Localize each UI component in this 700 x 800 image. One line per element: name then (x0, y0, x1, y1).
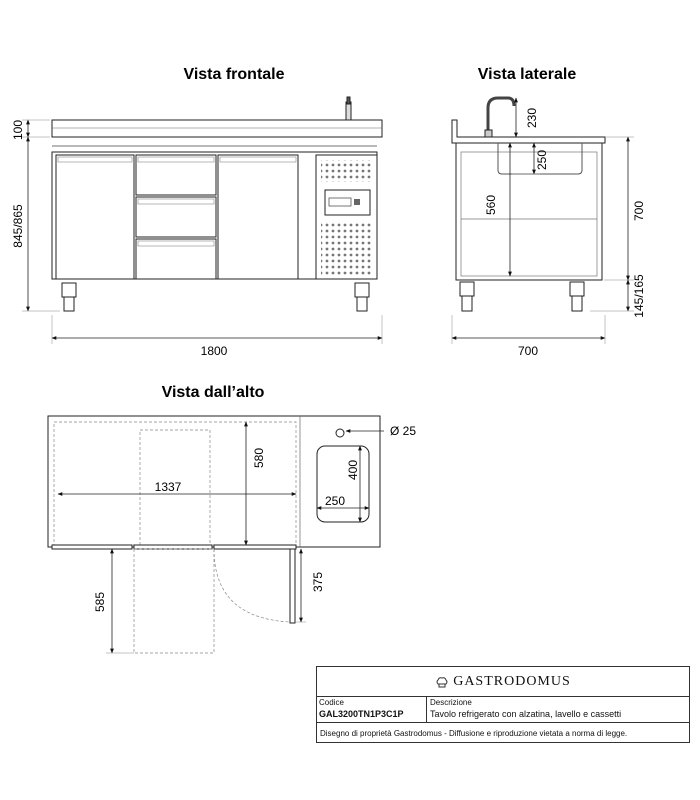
front-leg-right (355, 283, 369, 297)
code-cell (317, 697, 427, 722)
dim-front-width: 1800 (200, 344, 228, 358)
description-cell (427, 697, 689, 722)
top-view-title: Vista dall’alto (161, 384, 265, 401)
side-leg-right (570, 282, 584, 296)
front-grill-bottom (321, 223, 373, 275)
dim-side-depth: 700 (517, 344, 539, 358)
side-leg-left (460, 282, 474, 296)
dim-side-sink-depth: 250 (535, 149, 549, 171)
dim-front-height: 845/865 (11, 204, 25, 248)
dim-side-inner: 560 (484, 194, 498, 216)
side-view (452, 98, 605, 311)
top-door-swing (214, 549, 290, 622)
description-label: Descrizione (430, 698, 472, 707)
dim-top-tap-hole: Ø 25 (390, 424, 417, 438)
dim-side-faucet: 230 (525, 107, 539, 129)
front-control-panel (325, 190, 370, 215)
top-view (48, 416, 380, 653)
front-tap (346, 102, 351, 120)
code-label: Codice (319, 698, 344, 707)
brand-logo: GASTRODOMUS (453, 673, 571, 689)
side-body (456, 143, 602, 280)
front-view-title: Vista frontale (183, 66, 285, 83)
product-description: Tavolo refrigerato con alzatina, lavello e cassetti (430, 709, 622, 719)
title-block-info-row (317, 697, 689, 723)
front-view (52, 97, 382, 311)
top-drawer-pulled (134, 549, 214, 653)
side-view-title: Vista laterale (477, 66, 577, 83)
top-sink (317, 446, 369, 522)
chef-hat-icon (435, 675, 449, 689)
top-door-open (290, 549, 295, 623)
dim-top-inner-depth: 580 (252, 447, 266, 469)
front-worktop (52, 120, 382, 137)
title-block-logo-row (317, 667, 689, 697)
dim-top-door-swing: 375 (311, 571, 325, 593)
dim-top-sink-length: 400 (346, 459, 360, 481)
title-block (316, 666, 690, 743)
dim-top-inner-width: 1337 (154, 480, 182, 494)
dim-side-legs: 145/165 (632, 274, 646, 318)
dim-top-drawer-pull: 585 (93, 591, 107, 613)
dim-side-height: 700 (632, 200, 646, 222)
copyright-notice: Disegno di proprietà Gastrodomus - Diffusione e riproduzione vietata a norma di legge. (320, 729, 628, 738)
front-leg-left (62, 283, 76, 297)
dim-top-sink-width: 250 (324, 494, 346, 508)
front-grill-top (321, 160, 373, 182)
top-tap-hole (336, 429, 344, 437)
dim-front-upstand: 100 (11, 119, 25, 141)
product-code: GAL3200TN1P3C1P (319, 709, 404, 719)
